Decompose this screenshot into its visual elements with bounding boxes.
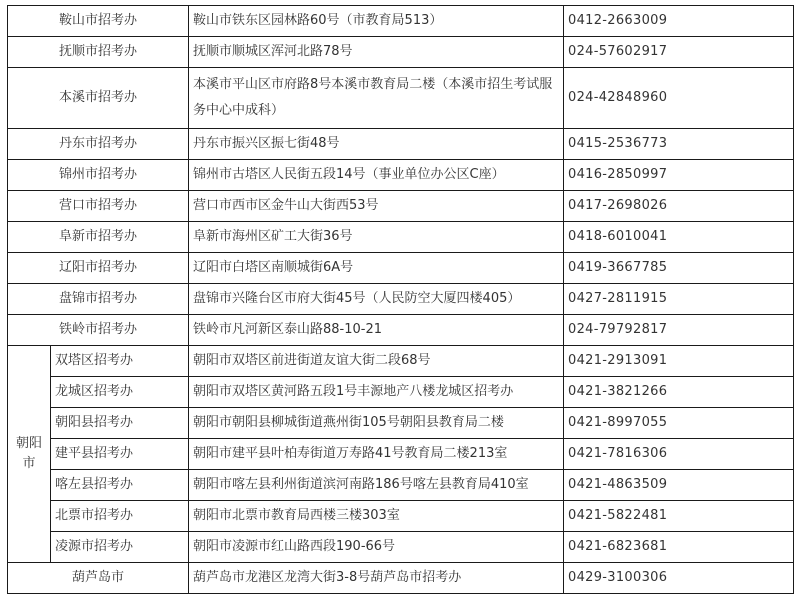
office-phone: 024-79792817 [564,315,794,346]
table-row [8,253,794,284]
office-phone: 0418-6010041 [564,222,794,253]
table-row [8,501,794,532]
table-row [8,377,794,408]
office-address: 鞍山市铁东区园林路60号（市教育局513） [189,6,564,37]
office-phone: 0419-3667785 [564,253,794,284]
table-row [8,439,794,470]
office-address: 铁岭市凡河新区泰山路88-10-21 [189,315,564,346]
office-phone: 0421-7816306 [564,439,794,470]
office-name: 盘锦市招考办 [8,284,189,315]
office-address: 朝阳市建平县叶柏寿街道万寿路41号教育局二楼213室 [189,439,564,470]
office-phone: 0415-2536773 [564,129,794,160]
office-phone: 0421-4863509 [564,470,794,501]
office-name: 阜新市招考办 [8,222,189,253]
office-phone: 0421-8997055 [564,408,794,439]
office-phone: 024-57602917 [564,37,794,68]
office-name: 朝阳县招考办 [51,408,189,439]
office-phone: 0416-2850997 [564,160,794,191]
exam-office-table [7,5,794,594]
office-phone: 0421-2913091 [564,346,794,377]
office-phone: 0421-5822481 [564,501,794,532]
office-address: 朝阳市朝阳县柳城街道燕州街105号朝阳县教育局二楼 [189,408,564,439]
table-row [8,470,794,501]
office-name: 抚顺市招考办 [8,37,189,68]
office-name: 龙城区招考办 [51,377,189,408]
office-name: 喀左县招考办 [51,470,189,501]
table-row [8,222,794,253]
office-address: 辽阳市白塔区南顺城街6A号 [189,253,564,284]
city-name: 朝阳市 [8,346,51,563]
table-row [8,129,794,160]
office-address: 朝阳市喀左县利州街道滨河南路186号喀左县教育局410室 [189,470,564,501]
office-name: 葫芦岛市 [8,563,189,594]
office-address: 朝阳市北票市教育局西楼三楼303室 [189,501,564,532]
office-phone: 0429-3100306 [564,563,794,594]
table-row [8,315,794,346]
office-address: 锦州市古塔区人民街五段14号（事业单位办公区C座） [189,160,564,191]
table-row [8,68,794,129]
office-phone: 0421-6823681 [564,532,794,563]
table-row [8,191,794,222]
office-address: 抚顺市顺城区浑河北路78号 [189,37,564,68]
table-row [8,6,794,37]
office-address: 丹东市振兴区振七街48号 [189,129,564,160]
office-name: 锦州市招考办 [8,160,189,191]
office-address: 营口市西市区金牛山大街西53号 [189,191,564,222]
office-address: 本溪市平山区市府路8号本溪市教育局二楼（本溪市招生考试服务中心中成科） [193,77,553,118]
office-name: 双塔区招考办 [51,346,189,377]
office-name: 丹东市招考办 [8,129,189,160]
office-address: 阜新市海州区矿工大街36号 [189,222,564,253]
table-row [8,284,794,315]
office-phone: 0427-2811915 [564,284,794,315]
office-name: 凌源市招考办 [51,532,189,563]
office-name: 鞍山市招考办 [8,6,189,37]
table-row [8,37,794,68]
table-row [8,160,794,191]
office-address: 朝阳市双塔区前进街道友谊大街二段68号 [189,346,564,377]
table-row [8,563,794,594]
office-name: 营口市招考办 [8,191,189,222]
office-name: 铁岭市招考办 [8,315,189,346]
office-address: 葫芦岛市龙港区龙湾大街3-8号葫芦岛市招考办 [189,563,564,594]
office-address: 朝阳市凌源市红山路西段190-66号 [189,532,564,563]
office-phone: 024-42848960 [564,68,794,129]
office-phone: 0417-2698026 [564,191,794,222]
table-row [8,346,794,377]
office-name: 北票市招考办 [51,501,189,532]
office-address: 朝阳市双塔区黄河路五段1号丰源地产八楼龙城区招考办 [189,377,564,408]
office-phone: 0412-2663009 [564,6,794,37]
office-name: 本溪市招考办 [8,68,189,129]
office-address: 盘锦市兴隆台区市府大街45号（人民防空大厦四楼405） [189,284,564,315]
office-phone: 0421-3821266 [564,377,794,408]
table-row [8,532,794,563]
office-name: 辽阳市招考办 [8,253,189,284]
office-name: 建平县招考办 [51,439,189,470]
table-row [8,408,794,439]
